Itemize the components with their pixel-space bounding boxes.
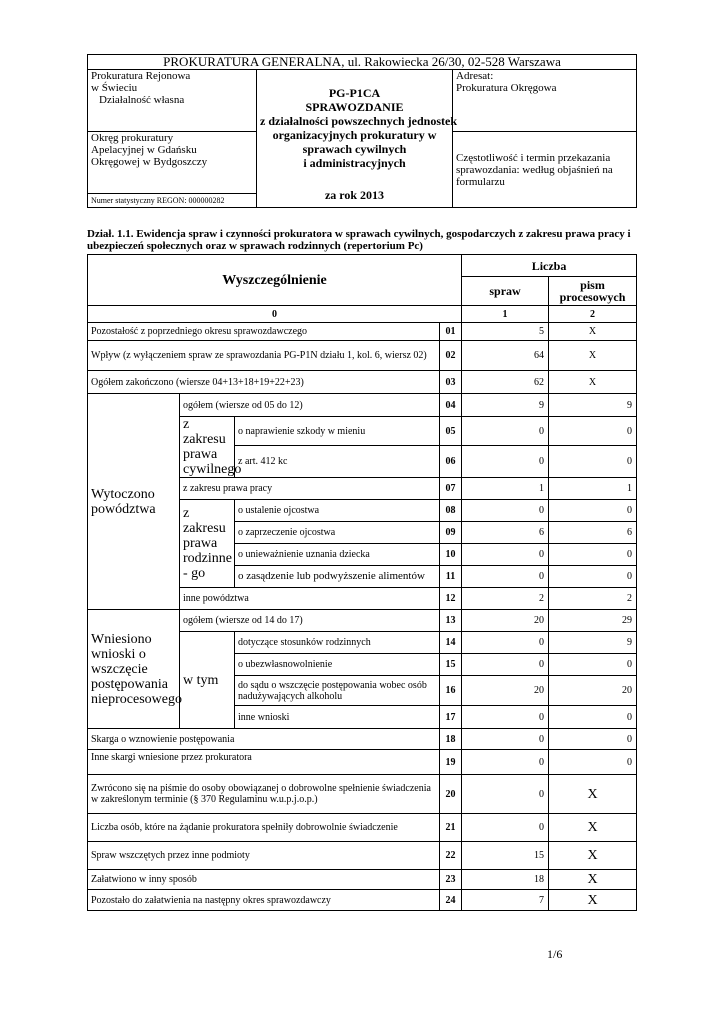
cases-value: 0: [462, 632, 549, 654]
row-number: 22: [440, 842, 462, 870]
cases-value: 64: [462, 341, 549, 371]
row-number: 03: [440, 371, 462, 394]
row-number: 19: [440, 750, 462, 775]
row-number: 20: [440, 775, 462, 814]
group-label-motions: Wniesiono wnioski o wszczęcie postępowania nieprocesowego: [88, 610, 180, 729]
column-index: 2: [549, 306, 637, 323]
row-number: 15: [440, 654, 462, 676]
row-label: Pozostało do załatwienia na następny okres sprawozdawczy: [88, 890, 440, 911]
cases-value: 7: [462, 890, 549, 911]
documents-value: 20: [549, 676, 637, 706]
documents-value: 0: [549, 500, 637, 522]
cases-value: 2: [462, 588, 549, 610]
row-number: 04: [440, 394, 462, 417]
row-number: 14: [440, 632, 462, 654]
report-header-table: [87, 54, 637, 208]
documents-value: 0: [549, 446, 637, 478]
addressee-block: [453, 70, 637, 132]
documents-value: 0: [549, 566, 637, 588]
row-label: o ubezwłasnowolnienie: [235, 654, 440, 676]
row-label: Skarga o wznowienie postępowania: [88, 729, 440, 750]
row-label: Liczba osób, które na żądanie prokuratora spełniły dobrowolnie świadczenie: [88, 814, 440, 842]
subgroup-label-including: w tym: [180, 632, 235, 729]
table-row: [88, 610, 637, 632]
row-label: o ustalenie ojcostwa: [235, 500, 440, 522]
cases-value: 15: [462, 842, 549, 870]
form-title-line: z działalności powszechnych jednostek: [260, 114, 458, 128]
case-register-table: [87, 254, 637, 911]
table-row: [88, 729, 637, 750]
table-row: [88, 371, 637, 394]
row-number: 11: [440, 566, 462, 588]
table-row: [88, 842, 637, 870]
row-label: o zaprzeczenie ojcostwa: [235, 522, 440, 544]
row-label: ogółem (wiersze od 05 do 12): [180, 394, 440, 417]
row-label: o zasądzenie lub podwyższenie alimentów: [235, 566, 440, 588]
documents-value: X: [549, 842, 637, 870]
subgroup-label-civil: z zakresu prawa cywilnego: [180, 417, 235, 478]
documents-value: X: [549, 870, 637, 890]
reporting-unit: [88, 70, 257, 132]
page-number: 1/6: [547, 947, 563, 961]
cases-value: 1: [462, 478, 549, 500]
documents-value: 1: [549, 478, 637, 500]
form-title-block: [257, 70, 458, 208]
row-number: 10: [440, 544, 462, 566]
cases-value: 0: [462, 814, 549, 842]
row-number: 01: [440, 323, 462, 341]
column-cases-header: spraw: [462, 277, 549, 306]
district-line: Okręg prokuratury: [91, 132, 174, 144]
column-index: 0: [88, 306, 462, 323]
row-label: inne powództwa: [180, 588, 440, 610]
column-index: 1: [462, 306, 549, 323]
documents-value: X: [549, 814, 637, 842]
documents-value: X: [549, 371, 637, 394]
table-row: [88, 890, 637, 911]
form-title-line: organizacyjnych prokuratury w: [272, 128, 437, 142]
documents-value: 9: [549, 632, 637, 654]
documents-value: 29: [549, 610, 637, 632]
row-label: Inne skargi wniesione przez prokuratora: [88, 750, 440, 775]
row-number: 16: [440, 676, 462, 706]
row-label: Ogółem zakończono (wiersze 04+13+18+19+22+23): [88, 371, 440, 394]
row-number: 13: [440, 610, 462, 632]
form-title-line: sprawach cywilnych: [302, 142, 407, 156]
documents-value: 6: [549, 522, 637, 544]
row-label: do sądu o wszczęcie postępowania wobec osób nadużywających alkoholu: [235, 676, 440, 706]
cases-value: 0: [462, 446, 549, 478]
row-label: Wpływ (z wyłączeniem spraw ze sprawozdania PG-P1N działu 1, kol. 6, wiersz 02): [88, 341, 440, 371]
district-line: Okręgowej w Bydgoszczy: [91, 156, 208, 168]
row-number: 24: [440, 890, 462, 911]
form-code: PG-P1CA: [328, 86, 381, 100]
frequency-text: Częstotliwość i termin przekazania sprawozdania: według objaśnień na formularzu: [456, 152, 613, 188]
cases-value: 5: [462, 323, 549, 341]
documents-value: 0: [549, 729, 637, 750]
row-label: dotyczące stosunków rodzinnych: [235, 632, 440, 654]
row-number: 09: [440, 522, 462, 544]
documents-value: 0: [549, 417, 637, 446]
cases-value: 0: [462, 750, 549, 775]
unit-line: Działalność własna: [99, 94, 185, 106]
documents-value: X: [549, 775, 637, 814]
cases-value: 0: [462, 566, 549, 588]
cases-value: 0: [462, 729, 549, 750]
group-label-lawsuits: Wytoczono powództwa: [88, 394, 180, 610]
documents-value: 0: [549, 706, 637, 729]
table-row: [88, 870, 637, 890]
row-label: o naprawienie szkody w mieniu: [235, 417, 440, 446]
row-number: 08: [440, 500, 462, 522]
addressee: Prokuratura Okręgowa: [456, 82, 557, 94]
table-row: [88, 394, 637, 417]
documents-value: 9: [549, 394, 637, 417]
documents-value: 0: [549, 654, 637, 676]
row-number: 05: [440, 417, 462, 446]
documents-value: X: [549, 323, 637, 341]
row-number: 02: [440, 341, 462, 371]
documents-value: X: [549, 890, 637, 911]
row-number: 23: [440, 870, 462, 890]
table-row: [88, 750, 637, 775]
documents-value: X: [549, 341, 637, 371]
documents-value: 0: [549, 544, 637, 566]
district-block: [88, 132, 257, 194]
form-year: za rok 2013: [324, 188, 385, 202]
row-label: inne wnioski: [235, 706, 440, 729]
row-number: 17: [440, 706, 462, 729]
unit-line: Prokuratura Rejonowa: [91, 70, 191, 82]
row-number: 12: [440, 588, 462, 610]
column-count-header: Liczba: [462, 255, 637, 277]
row-number: 21: [440, 814, 462, 842]
subgroup-label-family: z zakresu prawa rodzinne - go: [180, 500, 235, 588]
row-label: o unieważnienie uznania dziecka: [235, 544, 440, 566]
column-description-header: Wyszczególnienie: [88, 255, 462, 306]
row-label: Pozostałość z poprzedniego okresu sprawozdawczego: [88, 323, 440, 341]
column-documents-header: pism procesowych: [549, 277, 637, 306]
table-row: [88, 775, 637, 814]
cases-value: 62: [462, 371, 549, 394]
cases-value: 0: [462, 654, 549, 676]
form-title-line: SPRAWOZDANIE: [305, 100, 404, 114]
cases-value: 0: [462, 500, 549, 522]
unit-line: w Świeciu: [91, 82, 138, 94]
frequency-block: [453, 132, 637, 208]
cases-value: 0: [462, 706, 549, 729]
row-number: 07: [440, 478, 462, 500]
cases-value: 20: [462, 676, 549, 706]
row-label: Załatwiono w inny sposób: [88, 870, 440, 890]
table-row: [88, 814, 637, 842]
row-label: Spraw wszczętych przez inne podmioty: [88, 842, 440, 870]
section-title: Dział. 1.1. Ewidencja spraw i czynności prokuratora w sprawach cywilnych, gospodarczych z zakresu prawa pracy i ubezpieczeń społecznych oraz w sprawach rodzinnych (repertorium Pc): [87, 228, 631, 252]
cases-value: 6: [462, 522, 549, 544]
addressee-label: Adresat:: [456, 70, 494, 82]
cases-value: 9: [462, 394, 549, 417]
cases-value: 18: [462, 870, 549, 890]
documents-value: 0: [549, 750, 637, 775]
form-title-line: i administracyjnych: [303, 156, 406, 170]
row-label: z art. 412 kc: [235, 446, 440, 478]
cases-value: 20: [462, 610, 549, 632]
row-number: 18: [440, 729, 462, 750]
org-title: PROKURATURA GENERALNA, ul. Rakowiecka 26/30, 02-528 Warszawa: [88, 55, 637, 70]
row-label: Zwrócono się na piśmie do osoby obowiązanej o dobrowolne spełnienie świadczenia w zakreślonym terminie (§ 370 Regulaminu w.u.p.j.o.p.): [88, 775, 440, 814]
table-row: [88, 323, 637, 341]
regon-number: Numer statystyczny REGON: 000000282: [88, 194, 257, 208]
district-line: Apelacyjnej w Gdańsku: [91, 144, 197, 156]
documents-value: 2: [549, 588, 637, 610]
row-label: ogółem (wiersze od 14 do 17): [180, 610, 440, 632]
table-row: [88, 341, 637, 371]
cases-value: 0: [462, 544, 549, 566]
cases-value: 0: [462, 775, 549, 814]
row-number: 06: [440, 446, 462, 478]
row-label: z zakresu prawa pracy: [180, 478, 440, 500]
cases-value: 0: [462, 417, 549, 446]
